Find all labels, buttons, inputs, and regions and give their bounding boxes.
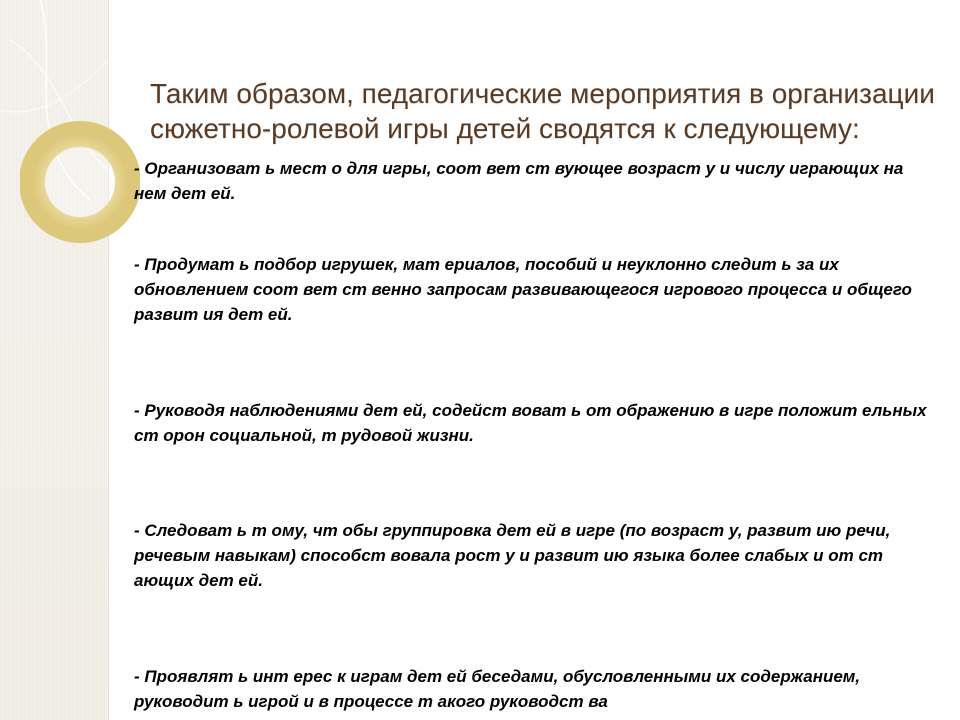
ring-decoration-icon (20, 112, 140, 252)
left-decorative-panel (0, 0, 109, 720)
list-item: - Следоват ь т ому, чт обы группировка дет ей в игре (по возраст у, развит ию речи, речевым навыкам) способст вовала рост у и развит ию языка более слабых и от ст ающих дет ей. (134, 521, 891, 590)
list-item: - Руководя наблюдениями дет ей, содейст воват ь от ображению в игре положит ельных ст орон социальной, т рудовой жизни. (134, 401, 927, 445)
list-item: - Организоват ь мест о для игры, соот вет ст вующее возраст у и числу играющих на нем дет ей. (134, 159, 904, 203)
list-item: - Проявлят ь инт ерес к играм дет ей беседами, обусловленными их содержанием, руководит ь игрой и в процессе т акого руководст ва (134, 667, 861, 711)
slide-title: Таким образом, педагогические мероприятия в организации сюжетно-ролевой игры детей сводятся к следующему: (150, 78, 935, 144)
swirl-decoration-icon (0, 0, 108, 720)
list-item: - Продумат ь подбор игрушек, мат ериалов, пособий и неуклонно следит ь за их обновлением соот вет ст венно запросам развивающегося игрового процесса и общего развит ия дет ей. (134, 255, 912, 324)
